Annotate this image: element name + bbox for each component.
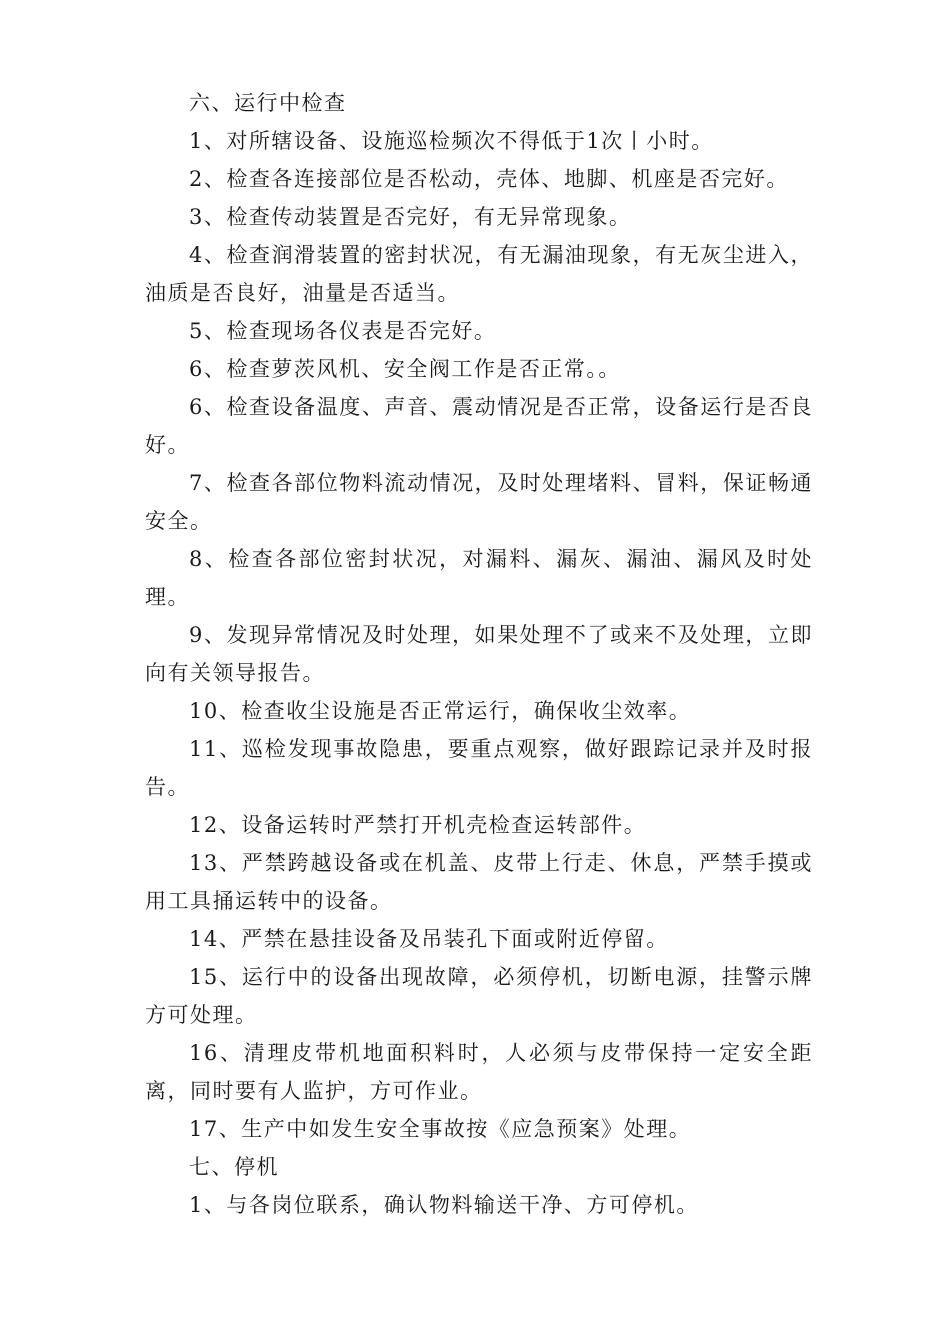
- section-heading-shutdown: 七、停机: [189, 1155, 279, 1179]
- paragraph: 16、清理皮带机地面积料时，人必须与皮带保持一定安全距离，同时要有人监护，方可作业。: [145, 1041, 813, 1103]
- paragraph: 1、对所辖设备、设施巡检频次不得低于1次丨小时。: [189, 129, 714, 153]
- paragraph: 12、设备运转时严禁打开机壳检查运转部件。: [189, 813, 647, 837]
- paragraph: 6、检查设备温度、声音、震动情况是否正常，设备运行是否良好。: [145, 395, 813, 457]
- paragraph: 8、检查各部位密封状况，对漏料、漏灰、漏油、漏风及时处理。: [145, 547, 813, 609]
- paragraph: 10、检查收尘设施是否正常运行，确保收尘效率。: [189, 699, 692, 723]
- section-heading-running-inspection: 六、运行中检查: [189, 91, 347, 115]
- paragraph: 4、检查润滑装置的密封状况，有无漏油现象，有无灰尘进入，油质是否良好，油量是否适当。: [145, 243, 813, 305]
- paragraph: 15、运行中的设备出现故障，必须停机，切断电源，挂警示牌方可处理。: [145, 965, 813, 1027]
- document-body: [145, 84, 813, 1224]
- paragraph: 7、检查各部位物料流动情况，及时处理堵料、冒料，保证畅通安全。: [145, 471, 813, 533]
- paragraph: 2、检查各连接部位是否松动，壳体、地脚、机座是否完好。: [189, 167, 789, 191]
- paragraph: 14、严禁在悬挂设备及吊装孔下面或附近停留。: [189, 927, 669, 951]
- paragraph: 5、检查现场各仪表是否完好。: [189, 319, 497, 343]
- paragraph: 3、检查传动装置是否完好，有无异常现象。: [189, 205, 632, 229]
- paragraph: 13、严禁跨越设备或在机盖、皮带上行走、休息，严禁手摸或用工具捅运转中的设备。: [145, 851, 813, 913]
- paragraph: 6、检查萝茨风机、安全阀工作是否正常。。: [189, 357, 621, 381]
- paragraph: 1、与各岗位联系，确认物料输送干净、方可停机。: [189, 1193, 699, 1217]
- paragraph: 9、发现异常情况及时处理，如果处理不了或来不及处理，立即向有关领导报告。: [145, 623, 813, 685]
- paragraph: 11、巡检发现事故隐患，要重点观察，做好跟踪记录并及时报告。: [145, 737, 813, 799]
- paragraph: 17、生产中如发生安全事故按《应急预案》处理。: [189, 1117, 692, 1141]
